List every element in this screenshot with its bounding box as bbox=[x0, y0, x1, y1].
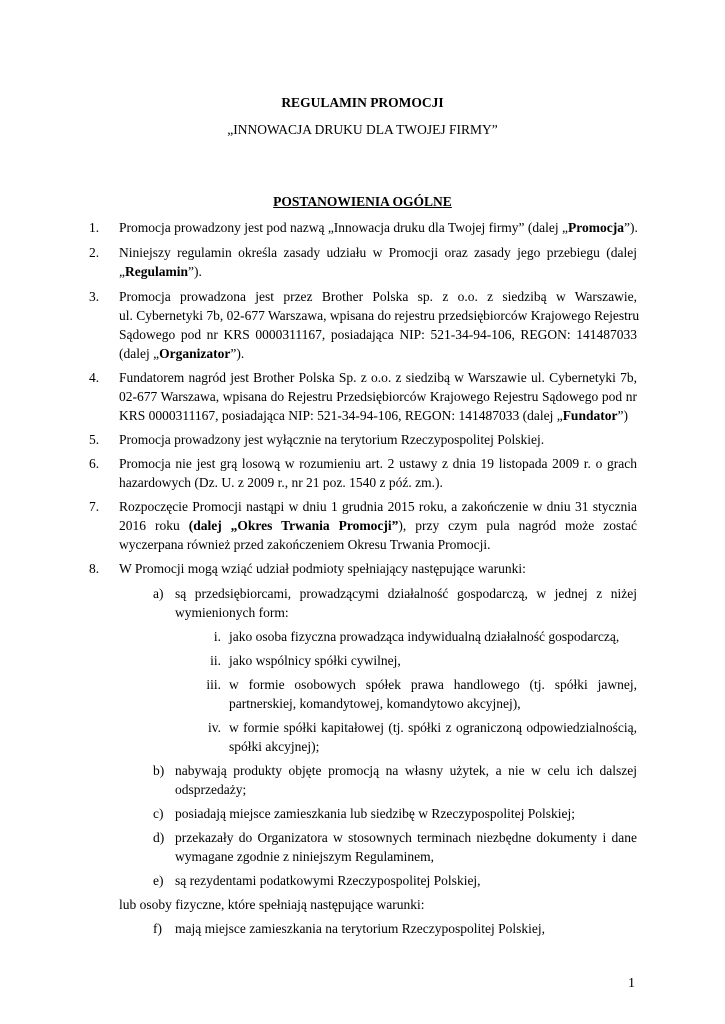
subitem-label: f) bbox=[153, 921, 162, 936]
item-number: 7. bbox=[89, 499, 100, 514]
subitem-label: a) bbox=[153, 586, 164, 601]
subitem-c: posiadają miejsce zamieszkania lub siedzibę w Rzeczypospolitej Polskiej; bbox=[175, 806, 576, 821]
paragraph-7-line-2: 2016 roku (dalej „Okres Trwania Promocji”), przy czym pula nagród może zostać bbox=[119, 518, 637, 533]
subitem-e: są rezydentami podatkowymi Rzeczypospolitej Polskiej, bbox=[175, 873, 481, 888]
roman-item-iv-line-1: w formie spółki kapitałowej (tj. spółki z ograniczoną odpowiedzialnością, bbox=[229, 720, 637, 735]
roman-item-iii-line-2: partnerskiej, komandytowej, komandytowo akcyjnej), bbox=[229, 696, 521, 711]
paragraph-6-line-2: hazardowych (Dz. U. z 2009 r., nr 21 poz. 1540 z póź. zm.). bbox=[119, 475, 443, 490]
item-number: 5. bbox=[89, 432, 100, 447]
subitem-a-line-1: są przedsiębiorcami, prowadzącymi działalność gospodarczą, w jednej z niżej bbox=[175, 586, 637, 601]
document-subtitle: „INNOWACJA DRUKU DLA TWOJEJ FIRMY” bbox=[227, 122, 498, 137]
item-number: 6. bbox=[89, 456, 100, 471]
item-number: 8. bbox=[89, 561, 100, 576]
item-number: 1. bbox=[89, 220, 100, 235]
roman-label: i. bbox=[213, 629, 221, 644]
subitem-label: e) bbox=[153, 873, 164, 888]
paragraph-4-line-3: KRS 0000311167, posiadająca NIP: 521-34-94-106, REGON: 141487033 (dalej „Fundator”) bbox=[119, 408, 628, 423]
roman-item-iv-line-2: spółki akcyjnej); bbox=[229, 739, 320, 754]
paragraph-3-line-2: ul. Cybernetyki 7b, 02-677 Warszawa, wpisana do rejestru przedsiębiorców Krajowego Rejestru bbox=[119, 308, 640, 323]
paragraph-1: Promocja prowadzony jest pod nazwą „Innowacja druku dla Twojej firmy” (dalej „Promocja”). bbox=[119, 220, 638, 235]
subitem-label: d) bbox=[153, 830, 165, 845]
subitem-f: mają miejsce zamieszkania na terytorium Rzeczypospolitej Polskiej, bbox=[175, 921, 546, 936]
natural-persons-intro: lub osoby fizyczne, które spełniają następujące warunki: bbox=[119, 897, 425, 912]
roman-item-iii-line-1: w formie osobowych spółek prawa handlowego (tj. spółki jawnej, bbox=[229, 677, 637, 692]
section-heading: POSTANOWIENIA OGÓLNE bbox=[273, 194, 452, 209]
paragraph-4-line-1: Fundatorem nagród jest Brother Polska Sp. z o.o. z siedzibą w Warszawie ul. Cybernetyki 7b, bbox=[119, 370, 637, 385]
paragraph-3-line-3: Sądowego pod nr KRS 0000311167, posiadająca NIP: 521-34-94-106, REGON: 141487033 bbox=[119, 327, 637, 342]
paragraph-7-line-3: wyczerpana również przed zakończeniem Okresu Trwania Promocji. bbox=[119, 537, 491, 552]
subitem-b-line-1: nabywają produkty objęte promocją na własny użytek, a nie w celu ich dalszej bbox=[175, 763, 637, 778]
paragraph-8-intro: W Promocji mogą wziąć udział podmioty spełniający następujące warunki: bbox=[119, 561, 526, 576]
paragraph-3-line-4: (dalej „Organizator”). bbox=[119, 346, 245, 361]
roman-item-i: jako osoba fizyczna prowadząca indywidualną działalność gospodarczą, bbox=[229, 629, 620, 644]
paragraph-7-line-1: Rozpoczęcie Promocji nastąpi w dniu 1 grudnia 2015 roku, a zakończenie w dniu 31 stycznia bbox=[119, 499, 637, 514]
subitem-label: c) bbox=[153, 806, 164, 821]
paragraph-4-line-2: 02-677 Warszawa, wpisana do Rejestru Przedsiębiorców Krajowego Rejestru Sądowego pod nr bbox=[119, 389, 637, 404]
roman-label: ii. bbox=[210, 653, 221, 668]
subitem-a-line-2: wymienionych form: bbox=[175, 605, 289, 620]
subitem-label: b) bbox=[153, 763, 165, 778]
roman-label: iii. bbox=[206, 677, 221, 692]
paragraph-2-line-2: „Regulamin”). bbox=[119, 264, 202, 279]
item-number: 4. bbox=[89, 370, 100, 385]
roman-label: iv. bbox=[208, 720, 221, 735]
document-title: REGULAMIN PROMOCJI bbox=[281, 95, 444, 110]
page-number: 1 bbox=[628, 976, 635, 991]
subitem-d-line-2: wymagane zgodnie z niniejszym Regulaminem, bbox=[175, 849, 435, 864]
paragraph-6-line-1: Promocja nie jest grą losową w rozumieniu art. 2 ustawy z dnia 19 listopada 2009 r. o grach bbox=[119, 456, 637, 471]
subitem-d-line-1: przekazały do Organizatora w stosownych terminach niezbędne dokumenty i dane bbox=[175, 830, 637, 845]
subitem-b-line-2: odsprzedaży; bbox=[175, 782, 247, 797]
paragraph-3-line-1: Promocja prowadzona jest przez Brother Polska sp. z o.o. z siedzibą w Warszawie, bbox=[119, 289, 637, 304]
item-number: 3. bbox=[89, 289, 100, 304]
roman-item-ii: jako wspólnicy spółki cywilnej, bbox=[229, 653, 401, 668]
item-number: 2. bbox=[89, 245, 100, 260]
paragraph-2-line-1: Niniejszy regulamin określa zasady udziału w Promocji oraz zasady jego przebiegu (dalej bbox=[119, 245, 637, 260]
paragraph-5: Promocja prowadzony jest wyłącznie na terytorium Rzeczypospolitej Polskiej. bbox=[119, 432, 545, 447]
